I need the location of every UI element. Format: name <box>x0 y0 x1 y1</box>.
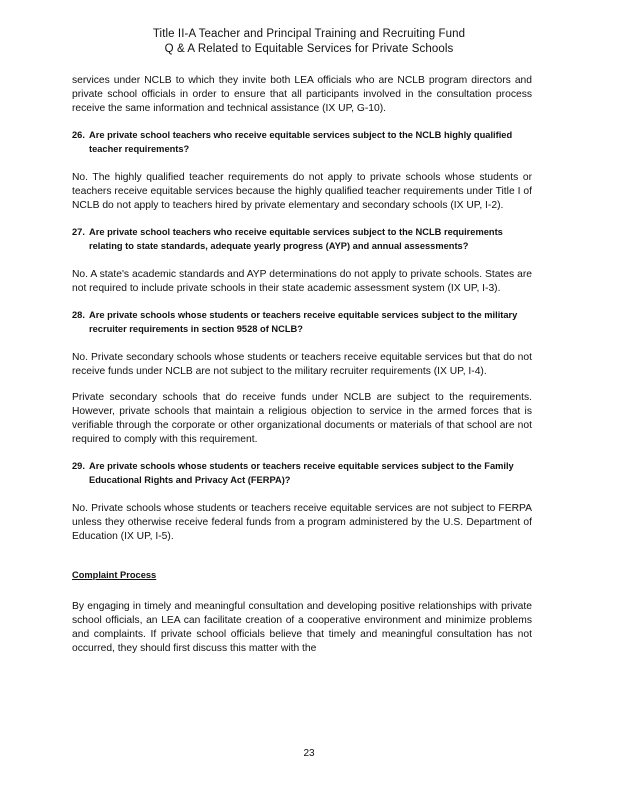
page-header <box>0 27 618 57</box>
question-27-text: Are private school teachers who receive equitable services subject to the NCLB requirements relating to state standards, adequate yearly progress (AYP) and annual assessments? <box>89 227 503 251</box>
question-27-number: 27. <box>72 227 85 237</box>
paragraph-complaint-process: By engaging in timely and meaningful consultation and developing positive relationships with private school officials, an LEA can facilitate creation of a cooperative environment and minimize problems and complaints. If private school officials believe that timely and meaningful consultation has not occurred, they should first discuss this matter with the <box>72 601 532 654</box>
question-26 <box>72 128 532 156</box>
section-heading-complaint-process: Complaint Process <box>72 570 157 580</box>
question-28 <box>72 308 532 336</box>
question-28-text: Are private schools whose students or teachers receive equitable services subject to the military recruiter requirements in section 9528 of NCLB? <box>89 310 518 334</box>
question-28-number: 28. <box>72 310 85 320</box>
page-content <box>72 74 532 668</box>
question-29 <box>72 459 532 487</box>
header-subtitle-line: Q & A Related to Equitable Services for Private Schools <box>164 43 454 55</box>
question-27 <box>72 225 532 253</box>
answer-29: No. Private schools whose students or teachers receive equitable services are not subject to FERPA unless they otherwise receive federal funds from a program administered by the U.S. Department of Education (IX UP, I-5). <box>72 503 532 542</box>
header-title-line: Title II-A Teacher and Principal Training and Recruiting Fund <box>152 28 466 40</box>
question-29-text: Are private schools whose students or teachers receive equitable services subject to the Family Educational Rights and Privacy Act (FERPA)? <box>89 461 514 485</box>
paragraph-consultation-continued: services under NCLB to which they invite both LEA officials who are NCLB program directors and private school officials in order to ensure that all participants involved in the consultation process receive the same information and technical assistance (IX UP, G-10). <box>72 75 532 114</box>
answer-27: No. A state's academic standards and AYP determinations do not apply to private schools. States are not required to include private schools in their state academic assessment system (IX UP, I-3). <box>72 269 532 294</box>
question-26-text: Are private school teachers who receive equitable services subject to the NCLB highly qualified teacher requirements? <box>89 130 513 154</box>
question-26-number: 26. <box>72 130 85 140</box>
answer-28-part1: No. Private secondary schools whose students or teachers receive equitable services but that do not receive funds under NCLB are not subject to the military recruiter requirements (IX UP, I-4). <box>72 352 532 377</box>
answer-26: No. The highly qualified teacher requirements do not apply to private schools whose students or teachers receive equitable services because the highly qualified teacher requirements under Title I of NCLB do not apply to teachers hired by private elementary and secondary schools (IX UP, I-2). <box>72 172 532 211</box>
answer-28-part2: Private secondary schools that do receive funds under NCLB are subject to the requirements. However, private schools that maintain a religious objection to service in the armed forces that is verifiable through the corporate or other organizational documents or materials of that school are not required to comply with this requirement. <box>72 392 532 445</box>
question-29-number: 29. <box>72 461 85 471</box>
page-number: 23 <box>303 748 315 759</box>
